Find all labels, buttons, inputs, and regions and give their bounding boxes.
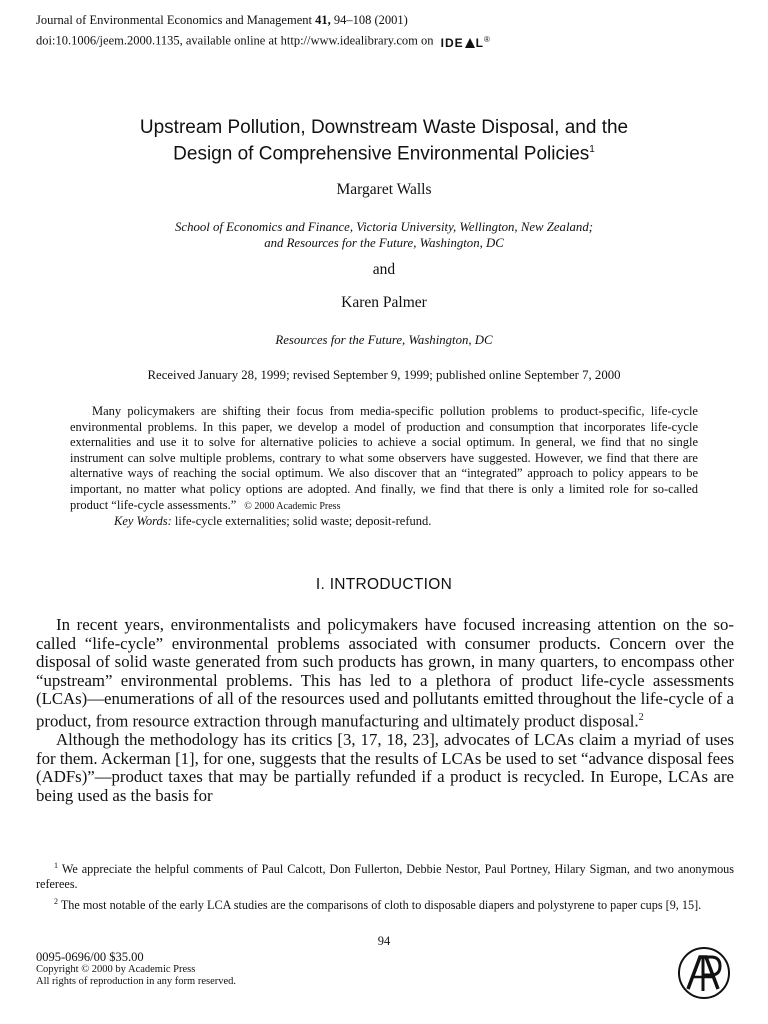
copyright-line: Copyright © 2000 by Academic Press <box>36 964 196 975</box>
issn-price: 0095-0696/00 $35.00 <box>36 950 144 964</box>
page-number: 94 <box>377 934 391 948</box>
journal-header <box>36 10 491 53</box>
journal-volume: 41, <box>315 13 331 27</box>
paper-title <box>40 117 728 165</box>
abstract <box>70 404 698 530</box>
keywords <box>70 514 698 530</box>
received-dates: Received January 28, 1999; revised September 9, 1999; published online September 7, 2000 <box>147 368 621 382</box>
ideal-logo: IDE L® <box>440 35 491 50</box>
author-conjunction: and <box>372 261 396 278</box>
academic-press-logo <box>676 945 732 1001</box>
triangle-icon <box>465 38 475 48</box>
body-text <box>36 616 734 806</box>
affiliation-1: School of Economics and Finance, Victoria University, Wellington, New Zealand; and Resources for the Future, Washington, DC <box>175 220 593 250</box>
title-line-1: Upstream Pollution, Downstream Waste Disposal, and the <box>139 117 629 138</box>
journal-pages-year: 94–108 (2001) <box>333 13 408 27</box>
footnote-ref-2: 2 <box>638 711 644 723</box>
title-footnote-mark: 1 <box>589 144 595 155</box>
title-line-2: Design of Comprehensive Environmental Policies$^1$ <box>173 143 595 165</box>
abstract-copyright: © 2000 Academic Press <box>244 500 341 512</box>
author-2: Karen Palmer <box>341 294 427 311</box>
author-1: Margaret Walls <box>336 181 432 198</box>
journal-name: Journal of Environmental Economics and Management <box>36 13 312 27</box>
doi-text: doi:10.1006/jeem.2000.1135, available online at http://www.idealibrary.com on <box>36 33 434 48</box>
footnote-2: $^2$ The most notable of the early LCA studies are the comparisons of cloth to disposable diapers and polystyrene to paper cups [9, 15]. <box>54 897 702 913</box>
keywords-list: life-cycle externalities; solid waste; deposit-refund. <box>174 514 432 529</box>
abstract-text: Many policymakers are shifting their focus from media-specific pollution problems to product-specific, life-cycle environmental problems. In this paper, we develop a model of production and consumption that incorporates life-cycle externalities and use it to solve for alternative policies to achieve a social optimum. In general, we find that no single instrument can solve multiple problems, contrary to what some observers have suggested. However, we find that there are alternative ways of reaching the social optimum. We also discover that an “integrated” approach to policy appears to be important, no matter what policy options are adopted. And finally, we find that there is only a limited role for so-called product “life-cycle assessments.” © 2000 Academic Press <box>70 404 698 512</box>
rights-line: All rights of reproduction in any form reserved. <box>36 976 237 987</box>
footnote-1: $^1$ We appreciate the helpful comments of Paul Calcott, Don Fullerton, Debbie Nestor, Paul Portney, Hilary Sigman, and two anonymous referees. <box>36 861 735 892</box>
keywords-label: Key Words: <box>114 514 172 529</box>
journal-citation <box>36 10 491 30</box>
footnotes <box>36 858 734 915</box>
paragraph-1: In recent years, environmentalists and policymakers have focused increasing attention on the so-called “life-cycle” environmental problems associated with consumer products. Concern over the disposal of solid waste generated from such products has grown, in many quarters, to encompass other “upstream” environmental problems. This has led to a plethora of product life-cycle assessments (LCAs)—enumerations of all of the resources used and pollutants emitted throughout the life-cycle of a product, from resource extraction through manufacturing and ultimately product disposal.$^2$ <box>36 615 734 731</box>
section-heading: I. INTRODUCTION <box>315 576 453 593</box>
paragraph-2: Although the methodology has its critics [3, 17, 18, 23], advocates of LCAs claim a myriad of uses for them. Ackerman [1], for one, suggests that the results of LCAs be used to set “advance disposal fees (ADFs)”—product taxes that may be partially refunded if a product is recycled. In Europe, LCAs are being used as the basis for <box>36 730 734 805</box>
copyright-block <box>36 950 236 988</box>
affiliation-2: Resources for the Future, Washington, DC <box>275 333 493 347</box>
doi-line <box>36 30 491 53</box>
